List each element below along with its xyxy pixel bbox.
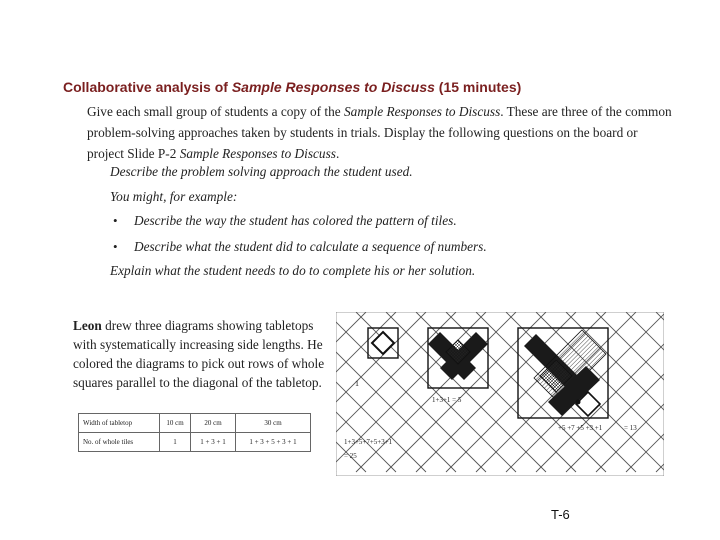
question-explain: Explain what the student needs to do to complete his or her solution. — [110, 263, 476, 278]
table-row — [79, 433, 311, 452]
table-cell: No. of whole tiles — [79, 433, 160, 452]
leon-description — [73, 316, 338, 392]
bullet-marker: • — [113, 239, 118, 254]
leon-text: drew three diagrams showing tabletops with systematically increasing side lengths. He colored the diagrams to pick out rows of whole squares parallel to the diagonal of the tabletop. — [73, 318, 325, 390]
diagram-label: = 13 — [624, 424, 637, 432]
table-row — [79, 414, 311, 433]
question-describe: Describe the problem solving approach the student used. — [110, 164, 413, 179]
heading-italic-text: Sample Responses to Discuss — [231, 79, 435, 95]
intro-text-2: . These are three of the common problem-solving approaches taken by students in trials. Display the following questions on the board or project Slide P-2 — [87, 104, 672, 161]
table-cell: 1 + 3 + 5 + 3 + 1 — [236, 433, 311, 452]
heading-text: Collaborative analysis of — [63, 79, 232, 95]
diagram-label: = 25 — [344, 452, 357, 460]
table-cell: 1 — [160, 433, 191, 452]
section-heading — [63, 79, 703, 95]
diagram-label: 1+3+5+7+5+3+1 — [344, 438, 393, 446]
student-name: Leon — [73, 318, 102, 333]
table-cell: 1 + 3 + 1 — [191, 433, 236, 452]
diagram-label: 1+3+1 = 5 — [432, 396, 462, 404]
question-bullet-1: Describe the way the student has colored the pattern of tiles. — [134, 213, 457, 228]
tabletop-diagrams — [336, 312, 664, 476]
table-cell: 10 cm — [160, 414, 191, 433]
page-number: T-6 — [551, 507, 570, 522]
intro-text-1: Give each small group of students a copy of the — [87, 104, 345, 119]
diagram-label: 1 — [355, 379, 359, 388]
intro-italic-1: Sample Responses to Discuss — [344, 104, 501, 119]
question-you-might: You might, for example: — [110, 189, 238, 204]
intro-italic-2: Sample Responses to Discuss — [179, 146, 336, 161]
intro-paragraph — [87, 101, 677, 164]
table-cell: 30 cm — [236, 414, 311, 433]
diagram-label: +5 +7 +5 +3 +1 — [558, 424, 603, 432]
question-bullet-2: Describe what the student did to calculate a sequence of numbers. — [134, 239, 487, 254]
bullet-marker: • — [113, 213, 118, 228]
table-cell: Width of tabletop — [79, 414, 160, 433]
intro-text-3: . — [335, 146, 340, 161]
heading-duration: (15 minutes) — [434, 79, 522, 95]
tiles-table — [78, 413, 311, 452]
table-cell: 20 cm — [191, 414, 236, 433]
